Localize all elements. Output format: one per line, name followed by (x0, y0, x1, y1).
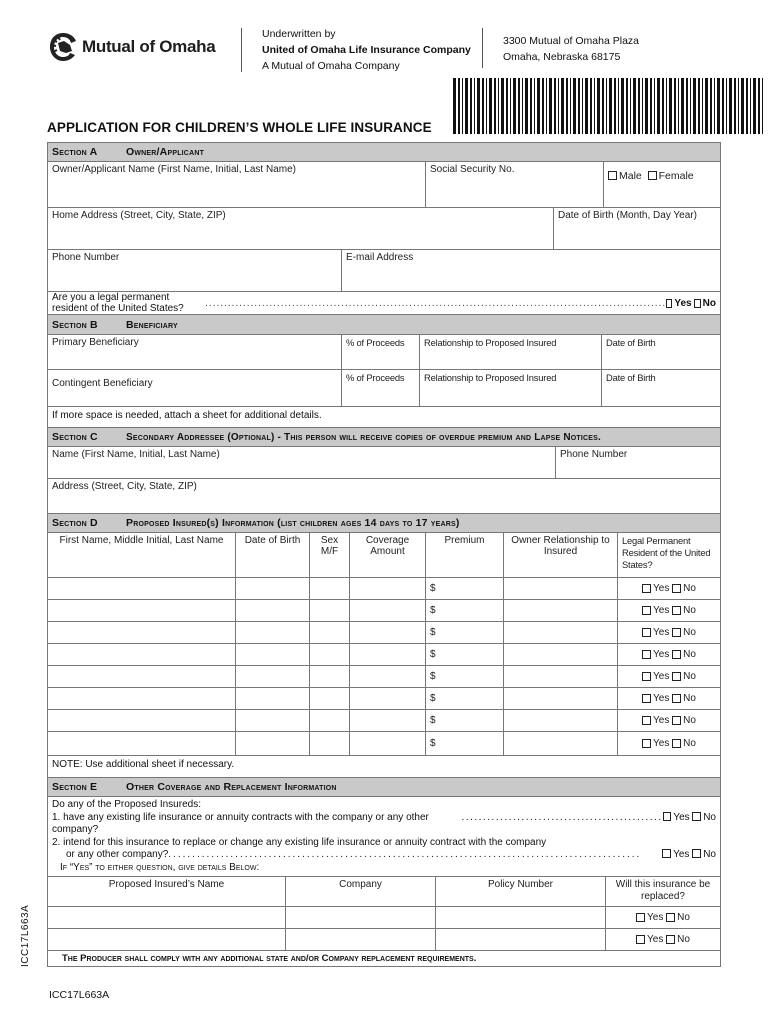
addressee-row (48, 447, 720, 479)
section-a-header: Section A Owner/Applicant (48, 142, 720, 162)
insured-dob-cell[interactable] (236, 578, 310, 599)
insured-dob-cell[interactable] (236, 732, 310, 755)
col-replaced: Will this insurance be replaced? (615, 879, 711, 902)
insured-relationship-cell[interactable] (504, 688, 618, 709)
insured-dob-cell[interactable] (236, 622, 310, 643)
owner-row (48, 162, 720, 208)
barcode-bar (566, 78, 568, 134)
insured-resident-cell: Yes No (618, 622, 720, 643)
q2-yes-checkbox[interactable] (662, 849, 671, 858)
contingent-beneficiary-row (48, 370, 720, 407)
header-divider (241, 28, 242, 72)
insured-row (48, 666, 720, 688)
company-address (503, 33, 639, 65)
resident-no-checkbox[interactable] (672, 694, 681, 703)
barcode-bar (585, 78, 588, 134)
barcode-bar (494, 78, 496, 134)
barcode-bar (477, 78, 480, 134)
if-yes-instruction: If “Yes” to either question, give details Below: (60, 861, 260, 873)
barcode-bar (666, 78, 667, 134)
barcode-bar (726, 78, 727, 134)
barcode-bar (606, 78, 607, 134)
barcode-bar (762, 78, 763, 134)
barcode-bar (458, 78, 460, 134)
barcode-bar (453, 78, 456, 134)
barcode-bar (717, 78, 720, 134)
col-company: Company (286, 877, 436, 906)
barcode-bar (510, 78, 511, 134)
address-line-1: 3300 Mutual of Omaha Plaza (503, 35, 639, 47)
q1-yes-checkbox[interactable] (663, 812, 672, 821)
insured-name-cell[interactable] (48, 732, 236, 755)
form-title: APPLICATION FOR CHILDREN’S WHOLE LIFE INSURANCE (47, 120, 432, 135)
address-row (48, 208, 720, 250)
barcode-bar (722, 78, 724, 134)
col-premium: Premium (426, 533, 504, 577)
insured-premium-cell[interactable] (426, 688, 504, 709)
underwriter-line: Underwritten by (262, 28, 336, 40)
insured-row (48, 688, 720, 710)
replacement-answer-cell: Yes No (606, 929, 720, 950)
barcode-bar (621, 78, 624, 134)
barcode-bar (633, 78, 636, 134)
insured-premium-cell[interactable] (426, 644, 504, 665)
barcode-bar (698, 78, 700, 134)
insured-dob-cell[interactable] (236, 688, 310, 709)
male-checkbox[interactable] (608, 171, 617, 180)
insured-relationship-cell[interactable] (504, 622, 618, 643)
barcode-bar (554, 78, 556, 134)
barcode-bar (618, 78, 619, 134)
col-policy-number: Policy Number (436, 877, 606, 906)
insured-rows (48, 578, 720, 756)
contingent-beneficiary-field[interactable]: Contingent Beneficiary (48, 370, 342, 406)
insured-dob-cell[interactable] (236, 644, 310, 665)
barcode-bar (549, 78, 552, 134)
company-logo (48, 30, 215, 64)
owner-name-field[interactable]: Owner/Applicant Name (First Name, Initial, Last Name) (48, 162, 426, 207)
insured-name-cell[interactable] (48, 600, 236, 621)
barcode-bar (597, 78, 600, 134)
insured-coverage-cell[interactable] (350, 666, 426, 687)
barcode-bar (486, 78, 487, 134)
insured-row (48, 622, 720, 644)
resident-no-checkbox[interactable] (672, 716, 681, 725)
replacement-questions: Do any of the Proposed Insureds: 1. have any existing life insurance or annuity contracts with the company or any other company? ............................................... Yes No 2. intend for this insurance to replace or change any existing life insurance or annuity contract with the company or any other company? ................................................................................................... Yes No If “Yes” to either question, give details Below: (48, 797, 720, 877)
barcode-bar (741, 78, 744, 134)
col-sex: Sex M/F (310, 533, 350, 577)
replacement-company-cell[interactable] (286, 929, 436, 950)
primary-proceeds-field[interactable]: % of Proceeds (342, 335, 420, 369)
primary-beneficiary-field[interactable]: Primary Beneficiary (48, 335, 342, 369)
contingent-dob-field[interactable]: Date of Birth (606, 372, 656, 383)
barcode-bar (602, 78, 604, 134)
barcode-bar (681, 78, 684, 134)
footer-form-code: ICC17L663A (49, 989, 110, 1001)
barcode-bar (702, 78, 703, 134)
insured-coverage-cell[interactable] (350, 732, 426, 755)
barcode-bar (534, 78, 535, 134)
producer-note: The Producer shall comply with any additional state and/or Company replacement requirements. (48, 951, 720, 967)
barcode-bar (753, 78, 756, 134)
home-address-field[interactable]: Home Address (Street, City, State, ZIP) (48, 208, 554, 249)
barcode-bar (561, 78, 564, 134)
insured-resident-cell: Yes No (618, 600, 720, 621)
primary-relationship-field[interactable]: Relationship to Proposed Insured (420, 335, 602, 369)
insured-resident-cell: Yes No (618, 578, 720, 599)
barcode-bar (657, 78, 660, 134)
q2-no-checkbox[interactable] (692, 849, 701, 858)
resident-no-checkbox[interactable] (672, 584, 681, 593)
replacement-policy-cell[interactable] (436, 907, 606, 928)
insured-relationship-cell[interactable] (504, 710, 618, 731)
replacement-answer-cell: Yes No (606, 907, 720, 928)
insured-premium-cell[interactable] (426, 578, 504, 599)
insured-sex-cell[interactable] (310, 600, 350, 621)
barcode-bar (630, 78, 631, 134)
barcode-bar (614, 78, 616, 134)
replacement-company-cell[interactable] (286, 907, 436, 928)
addressee-address-field[interactable]: Address (Street, City, State, ZIP) (52, 481, 197, 492)
insured-coverage-cell[interactable] (350, 688, 426, 709)
currency-symbol: $ (430, 738, 436, 749)
barcode-bar (714, 78, 715, 134)
replaced-no-checkbox[interactable] (666, 935, 675, 944)
section-d-header: Section D Proposed Insured(s) Information (list children ages 14 days to 17 years) (48, 513, 720, 533)
barcode-bar (690, 78, 691, 134)
col-insured-name: Proposed Insured’s Name (48, 877, 286, 906)
resident-yes-checkbox[interactable] (642, 628, 651, 637)
insured-name-cell[interactable] (48, 578, 236, 599)
section-b-header: Section B Beneficiary (48, 315, 720, 335)
barcode-bar (530, 78, 532, 134)
underwriter-company: United of Omaha Life Insurance Company (262, 44, 471, 56)
addressee-address-row (48, 479, 720, 513)
insured-dob-cell[interactable] (236, 710, 310, 731)
insured-row (48, 600, 720, 622)
insured-coverage-cell[interactable] (350, 710, 426, 731)
barcode-bar (686, 78, 688, 134)
insured-sex-cell[interactable] (310, 622, 350, 643)
phone-field[interactable]: Phone Number (48, 250, 342, 291)
barcode-bar (710, 78, 712, 134)
insured-coverage-cell[interactable] (350, 600, 426, 621)
insured-dob-cell[interactable] (236, 666, 310, 687)
insured-name-cell[interactable] (48, 688, 236, 709)
insured-premium-cell[interactable] (426, 710, 504, 731)
barcode-bar (746, 78, 748, 134)
underwriter-parent: A Mutual of Omaha Company (262, 60, 400, 72)
insured-resident-cell: Yes No (618, 732, 720, 755)
barcode-bar (729, 78, 732, 134)
col-dob: Date of Birth (236, 533, 310, 577)
insured-relationship-cell[interactable] (504, 578, 618, 599)
barcode-bar (525, 78, 528, 134)
barcode-bar (678, 78, 679, 134)
section-e-header: Section E Other Coverage and Replacement Information (48, 777, 720, 797)
insured-resident-cell: Yes No (618, 688, 720, 709)
insured-row (48, 710, 720, 732)
insured-resident-cell: Yes No (618, 710, 720, 731)
barcode-bar (626, 78, 628, 134)
owner-dob-field[interactable]: Date of Birth (Month, Day Year) (558, 210, 697, 221)
barcode-bar (470, 78, 472, 134)
barcode-bar (734, 78, 736, 134)
currency-symbol: $ (430, 583, 436, 594)
insured-premium-cell[interactable] (426, 622, 504, 643)
resident-yes-checkbox[interactable] (642, 650, 651, 659)
insured-relationship-cell[interactable] (504, 600, 618, 621)
barcode-bar (693, 78, 696, 134)
contact-row (48, 250, 720, 292)
barcode-bar (462, 78, 463, 134)
currency-symbol: $ (430, 649, 436, 660)
barcode-bar (570, 78, 571, 134)
resident-yes-checkbox[interactable] (642, 739, 651, 748)
currency-symbol: $ (430, 605, 436, 616)
insured-coverage-cell[interactable] (350, 622, 426, 643)
insured-premium-cell[interactable] (426, 732, 504, 755)
resident-yes-checkbox[interactable] (642, 694, 651, 703)
replacement-name-cell[interactable] (48, 907, 286, 928)
barcode-bar (474, 78, 475, 134)
address-line-2: Omaha, Nebraska 68175 (503, 51, 621, 63)
lion-head-icon (48, 31, 78, 63)
insured-coverage-cell[interactable] (350, 644, 426, 665)
currency-symbol: $ (430, 715, 436, 726)
col-relationship: Owner Relationship to Insured (504, 533, 618, 577)
question-2: 2. intend for this insurance to replace or change any existing life insurance or annuity contract with the company (52, 836, 547, 848)
insured-premium-cell[interactable] (426, 666, 504, 687)
brand-name: Mutual of Omaha (82, 37, 216, 56)
insured-note: NOTE: Use additional sheet if necessary. (52, 759, 235, 770)
barcode-bar (489, 78, 492, 134)
barcode-bar (578, 78, 580, 134)
addressee-name-field[interactable]: Name (First Name, Initial, Last Name) (48, 447, 556, 478)
application-form (47, 142, 721, 967)
barcode-bar (590, 78, 592, 134)
section-c-header: Section C Secondary Addressee (Optional) - This person will receive copies of overdue premium and Lapse Notices. (48, 427, 720, 447)
beneficiary-note: If more space is needed, attach a sheet for additional details. (52, 410, 322, 421)
resident-yes-checkbox[interactable] (642, 606, 651, 615)
replacement-row (48, 929, 720, 951)
insured-premium-cell[interactable] (426, 600, 504, 621)
insured-name-cell[interactable] (48, 710, 236, 731)
resident-yes-checkbox[interactable] (666, 299, 672, 308)
primary-dob-field[interactable]: Date of Birth (606, 337, 656, 348)
insured-sex-cell[interactable] (310, 644, 350, 665)
resident-yes-checkbox[interactable] (642, 672, 651, 681)
currency-symbol: $ (430, 693, 436, 704)
resident-no-checkbox[interactable] (694, 299, 700, 308)
insured-relationship-cell[interactable] (504, 644, 618, 665)
barcode-bar (750, 78, 751, 134)
barcode-bar (498, 78, 499, 134)
insured-table-header (48, 533, 720, 578)
resident-no-checkbox[interactable] (672, 606, 681, 615)
barcode-bar (662, 78, 664, 134)
email-field[interactable]: E-mail Address (346, 252, 414, 263)
barcode-bar (654, 78, 655, 134)
insured-name-cell[interactable] (48, 666, 236, 687)
insured-sex-cell[interactable] (310, 578, 350, 599)
insured-coverage-cell[interactable] (350, 578, 426, 599)
barcode-bar (518, 78, 520, 134)
barcode-bar (522, 78, 523, 134)
insured-sex-cell[interactable] (310, 688, 350, 709)
replacement-rows (48, 907, 720, 951)
sex-field: Male Female (604, 162, 720, 207)
ssn-field[interactable]: Social Security No. (426, 162, 604, 207)
underwriter-block (262, 26, 471, 74)
resident-no-checkbox[interactable] (672, 672, 681, 681)
barcode (453, 78, 767, 136)
resident-row: Are you a legal permanent resident of the United States? .......................................................................................................................... Yes No (48, 292, 720, 315)
insured-resident-cell: Yes No (618, 644, 720, 665)
col-resident: Legal Permanent Resident of the United States? (622, 535, 711, 570)
barcode-bar (645, 78, 648, 134)
barcode-bar (582, 78, 583, 134)
barcode-bar (650, 78, 652, 134)
barcode-bar (705, 78, 708, 134)
replacement-row (48, 907, 720, 929)
resident-yes-checkbox[interactable] (642, 584, 651, 593)
contingent-proceeds-field[interactable]: % of Proceeds (342, 370, 420, 406)
insured-name-cell[interactable] (48, 622, 236, 643)
insured-name-cell[interactable] (48, 644, 236, 665)
insured-dob-cell[interactable] (236, 600, 310, 621)
insured-row (48, 732, 720, 756)
replaced-yes-checkbox[interactable] (636, 913, 645, 922)
primary-beneficiary-row (48, 335, 720, 370)
currency-symbol: $ (430, 671, 436, 682)
resident-no-checkbox[interactable] (672, 650, 681, 659)
barcode-bar (501, 78, 504, 134)
barcode-bar (537, 78, 540, 134)
replacement-table-header (48, 877, 720, 907)
barcode-bar (738, 78, 739, 134)
female-checkbox[interactable] (648, 171, 657, 180)
barcode-bar (506, 78, 508, 134)
insured-row (48, 578, 720, 600)
insured-row (48, 644, 720, 666)
barcode-bar (669, 78, 672, 134)
replacement-name-cell[interactable] (48, 929, 286, 950)
replaced-no-checkbox[interactable] (666, 913, 675, 922)
resident-no-checkbox[interactable] (672, 628, 681, 637)
insured-sex-cell[interactable] (310, 710, 350, 731)
leader-dots: .......................................................................................................................... (205, 297, 667, 309)
barcode-bar (482, 78, 484, 134)
barcode-bar (465, 78, 468, 134)
question-2-cont: or any other company? (66, 849, 169, 860)
insured-sex-cell[interactable] (310, 666, 350, 687)
replaced-yes-checkbox[interactable] (636, 935, 645, 944)
insured-sex-cell[interactable] (310, 732, 350, 755)
barcode-bar (638, 78, 640, 134)
replacement-intro: Do any of the Proposed Insureds: (52, 799, 201, 810)
barcode-bar (542, 78, 544, 134)
header-divider-2 (482, 28, 483, 68)
q1-no-checkbox[interactable] (692, 812, 701, 821)
barcode-bar (674, 78, 676, 134)
insured-relationship-cell[interactable] (504, 666, 618, 687)
barcode-bar (558, 78, 559, 134)
barcode-bar (642, 78, 643, 134)
barcode-bar (609, 78, 612, 134)
currency-symbol: $ (430, 627, 436, 638)
resident-yes-checkbox[interactable] (642, 716, 651, 725)
contingent-relationship-field[interactable]: Relationship to Proposed Insured (420, 370, 602, 406)
resident-question: Are you a legal permanent resident of the United States? (52, 292, 184, 314)
question-1: 1. have any existing life insurance or annuity contracts with the company or any other company? (52, 811, 429, 835)
resident-no-checkbox[interactable] (672, 739, 681, 748)
col-name: First Name, Middle Initial, Last Name (48, 533, 236, 577)
barcode-bar (573, 78, 576, 134)
insured-resident-cell: Yes No (618, 666, 720, 687)
col-coverage: Coverage Amount (350, 533, 426, 577)
barcode-bar (513, 78, 516, 134)
barcode-bar (594, 78, 595, 134)
addressee-phone-field[interactable]: Phone Number (560, 449, 628, 460)
barcode-bar (546, 78, 547, 134)
replacement-policy-cell[interactable] (436, 929, 606, 950)
barcode-bar (758, 78, 760, 134)
insured-relationship-cell[interactable] (504, 732, 618, 755)
